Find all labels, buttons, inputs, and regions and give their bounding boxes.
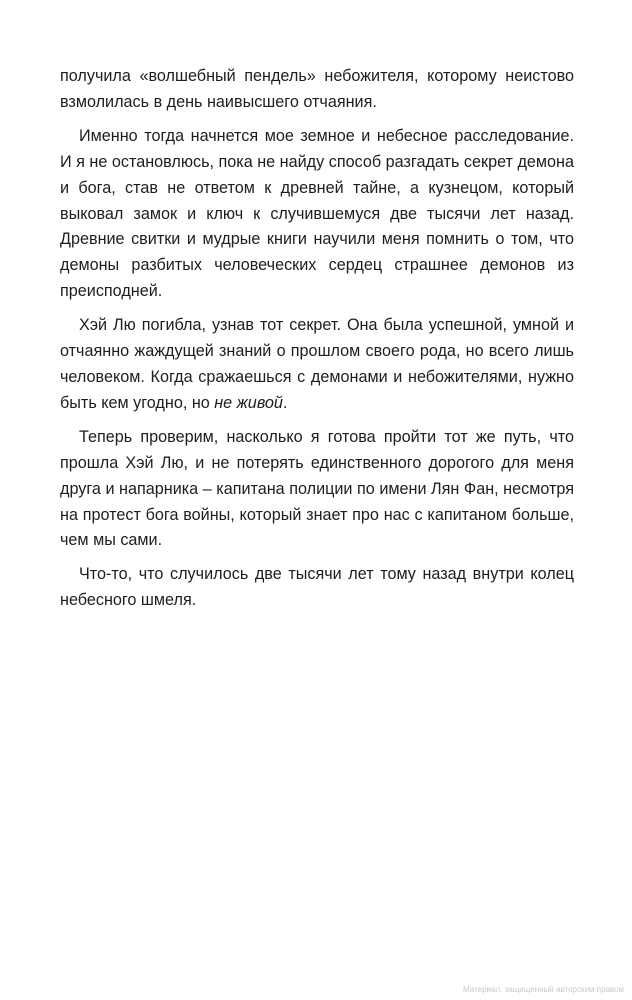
paragraph-1: получила «волшебный пендель» небожителя, которому неистово взмолилась в день наивысшего отчаяния. [60,67,574,111]
paragraph-3-emphasis: не живой [214,393,283,412]
paragraph-2: Именно тогда начнется мое земное и небесное расследование. И я не остановлюсь, пока не найду способ разгадать секрет демона и бога, став не ответом к древней тайне, а кузнецом, который выковал замок и ключ к случившемуся две тысячи лет назад. Древние свитки и мудрые книги научили меня помнить о том, что демоны разбитых человеческих сердец страшнее демонов из преисподней. [60,126,574,301]
paragraph-3-text: Хэй Лю погибла, узнав тот секрет. Она была успешной, умной и отчаянно жаждущей знаний о прошлом своего рода, но всего лишь человеком. Когда сражаешься с демонами и небожителями, нужно быть кем угодно, но [60,316,574,412]
paragraph-3 [60,313,574,417]
page-body [60,64,574,622]
paragraph-3-end: . [282,393,288,412]
paragraph-5: Что-то, что случилось две тысячи лет тому назад внутри колец небесного шмеля. [60,565,574,610]
paragraph-4: Теперь проверим, насколько я готова пройти тот же путь, что прошла Хэй Лю, и не потерять единственного дорогого для меня друга и напарника – капитана полиции по имени Лян Фан, несмотря на протест бога войны, который знает про нас с капитаном больше, чем мы сами. [60,427,574,550]
copyright-watermark: Материал, защищенный авторским правом [463,985,624,994]
